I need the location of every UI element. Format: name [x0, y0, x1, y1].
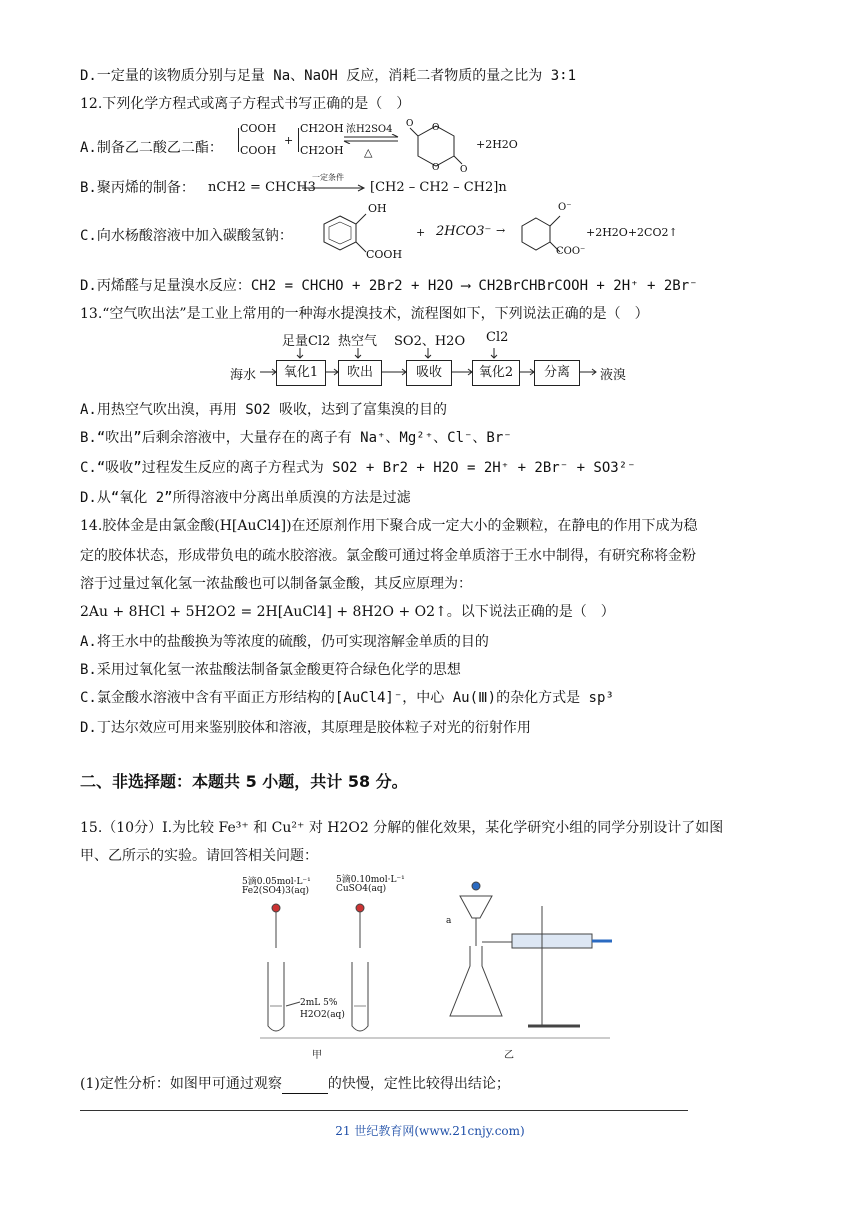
figure-caption-jia: 甲	[312, 1050, 322, 1061]
q14-line3: 溶于过量过氧化氢一浓盐酸也可以制备氯金酸，其反应原理为：	[80, 576, 472, 592]
arrow-icon	[302, 184, 366, 192]
q15-sub1-prefix: (1)定性分析：如图甲可通过观察	[80, 1076, 282, 1092]
figure-caption-yi: 乙	[504, 1050, 514, 1061]
q12-option-a-equation: COOH COOH + CH2OH CH2OH 浓H2SO4 △ O O O O +2H2O	[238, 116, 518, 176]
flow-box-oxidation1: 氧化1	[276, 360, 326, 386]
tube2-label-conc: 5滴0.10mol·L⁻¹	[336, 875, 405, 885]
carboxyl-label: COOH	[366, 248, 403, 261]
q12-b-reactant: nCH2 = CHCH3	[208, 180, 316, 195]
q13-option-b: B.“吹出”后剩余溶液中，大量存在的离子有 Na⁺、Mg²⁺、Cl⁻、Br⁻	[80, 430, 512, 446]
phenoxide-label: O⁻	[558, 202, 572, 213]
flow-end-liquid-bromine: 液溴	[600, 368, 627, 383]
condition-heat: △	[364, 146, 373, 159]
c-products: +2H2O+2CO2↑	[586, 226, 678, 239]
svg-text:O: O	[406, 119, 414, 129]
bicarbonate-label: 2HCO3⁻	[436, 224, 492, 239]
glycol-bottom: CH2OH	[300, 144, 344, 157]
q15-line1: 15.（10分）Ⅰ.为比较 Fe³⁺ 和 Cu²⁺ 对 H2O2 分解的催化效果，某化学研究小组的同学分别设计了如图	[80, 820, 724, 836]
tube2-label-formula: CuSO4(aq)	[336, 884, 387, 894]
flow-box-oxidation2: 氧化2	[472, 360, 520, 386]
q12-stem: 12.下列化学方程式或离子方程式书写正确的是（ ）	[80, 96, 411, 112]
q12-b-product: [CH2 – CH2 – CH2]n	[370, 180, 507, 195]
q14-option-a: A.将王水中的盐酸换为等浓度的硫酸，仍可实现溶解金单质的目的	[80, 634, 489, 650]
funnel-label-a: a	[446, 916, 452, 926]
carboxylate-label: COO⁻	[556, 246, 586, 257]
svg-text:O: O	[460, 165, 468, 174]
input-so2-h2o: SO2、H2O	[394, 334, 466, 349]
q15-line2: 甲、乙所示的实验。请回答相关问题：	[80, 848, 318, 864]
flow-start-seawater: 海水	[230, 368, 257, 383]
byproduct-water: +2H2O	[476, 138, 518, 151]
svg-text:O: O	[432, 123, 440, 133]
q14-option-c: C.氯金酸水溶液中含有平面正方形结构的[AuCl4]⁻，中心 Au(Ⅲ)的杂化方式是 sp³	[80, 690, 614, 706]
glycol-top: CH2OH	[300, 122, 344, 135]
input-cl2: Cl2	[486, 330, 509, 345]
oxalic-acid-bottom: COOH	[240, 144, 277, 157]
tube1-label-formula: Fe2(SO4)3(aq)	[242, 886, 309, 896]
tube1-label-conc: 5滴0.05mol·L⁻¹	[242, 877, 311, 887]
q14-line1: 14.胶体金是由氯金酸(H[AuCl4])在还原剂作用下聚合成一定大小的金颗粒，在静电的作用下成为稳	[80, 518, 698, 534]
q11-option-d: D.一定量的该物质分别与足量 Na、NaOH 反应，消耗二者物质的量之比为 3∶1	[80, 68, 577, 84]
q12-option-b-label: B.聚丙烯的制备：	[80, 180, 195, 196]
plus-sign: +	[416, 226, 426, 239]
q15-sub1	[80, 1074, 510, 1094]
cyclic-ester-icon	[406, 116, 468, 174]
q14-option-d: D.丁达尔效应可用来鉴别胶体和溶液，其原理是胶体粒子对光的衍射作用	[80, 720, 531, 736]
section-2-heading: 二、非选择题：本题共 5 小题，共计 58 分。	[80, 772, 408, 791]
q13-option-c: C.“吸收”过程发生反应的离子方程式为 SO2 + Br2 + H2O = 2H⁺ + 2Br⁻ + SO3²⁻	[80, 460, 636, 476]
q12-option-d: D.丙烯醛与足量溴水反应：CH2 = CHCHO + 2Br2 + H2O ⟶ CH2BrCHBrCOOH + 2H⁺ + 2Br⁻	[80, 278, 698, 294]
input-hot-air: 热空气	[338, 334, 378, 349]
apparatus-icon	[240, 866, 620, 1066]
q13-stem: 13.“空气吹出法”是工业上常用的一种海水提溴技术，流程图如下，下列说法正确的是（ ）	[80, 306, 649, 322]
answer-blank[interactable]	[282, 1079, 328, 1094]
h2o2-label-volume: 2mL 5%	[300, 998, 338, 1008]
hydroxyl-label: OH	[368, 202, 387, 215]
svg-text:O: O	[432, 163, 440, 173]
q14-line2: 定的胶体状态，形成带负电的疏水胶溶液。氯金酸可通过将金单质溶于王水中制得，有研究称将金粉	[80, 548, 696, 564]
q13-flowchart	[228, 330, 648, 394]
flow-box-absorption: 吸收	[406, 360, 452, 386]
flow-box-blowout: 吹出	[338, 360, 382, 386]
footer-source[interactable]: 21 世纪教育网(www.21cnjy.com)	[335, 1124, 525, 1138]
q14-option-b: B.采用过氧化氢一浓盐酸法制备氯金酸更符合绿色化学的思想	[80, 662, 461, 678]
q12-option-a-label: A.制备乙二酸乙二酯：	[80, 140, 223, 156]
q12-option-c-label: C.向水杨酸溶液中加入碳酸氢钠：	[80, 228, 293, 244]
q15-sub1-suffix: 的快慢，定性比较得出结论；	[327, 1076, 510, 1092]
q15-figure	[240, 866, 620, 1066]
footer-divider	[80, 1110, 688, 1111]
input-cl2-excess: 足量Cl2	[282, 334, 331, 349]
q14-line4: 2Au + 8HCl + 5H2O2 = 2H[AuCl4] + 8H2O + O2↑。以下说法正确的是（ ）	[80, 604, 615, 620]
q12-option-c-equation: OH COOH + 2HCO3⁻ → O⁻ COO⁻ +2H2O+2CO2↑	[316, 202, 686, 264]
q13-option-a: A.用热空气吹出溴，再用 SO2 吸收，达到了富集溴的目的	[80, 402, 447, 418]
q13-option-d: D.从“氧化 2”所得溶液中分离出单质溴的方法是过滤	[80, 490, 411, 506]
h2o2-label-formula: H2O2(aq)	[300, 1010, 345, 1020]
q12-b-condition: 一定条件	[312, 173, 344, 182]
oxalic-acid-top: COOH	[240, 122, 277, 135]
condition-conc-h2so4: 浓H2SO4	[346, 124, 393, 135]
flow-box-separation: 分离	[534, 360, 580, 386]
reversible-arrow-icon	[342, 134, 400, 144]
